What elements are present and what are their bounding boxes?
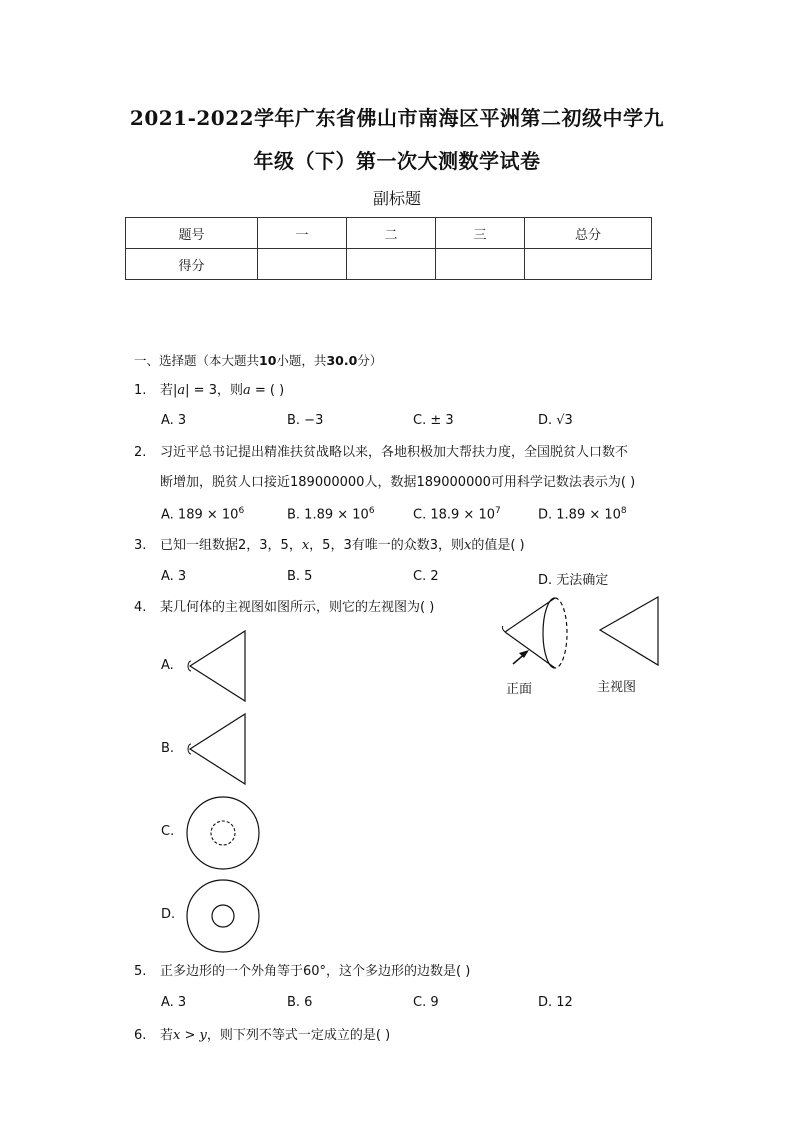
- exam-title-line1: 2021-2022学年广东省佛山市南海区平洲第二初级中学九: [129, 106, 665, 130]
- option-d: D.: [161, 907, 176, 922]
- option-d: D. 12: [538, 995, 573, 1010]
- score-cell: 二: [347, 218, 436, 249]
- question-number: 5.: [134, 964, 147, 979]
- front-label: 正面: [506, 682, 533, 697]
- question-text: 某几何体的主视图如图所示，则它的左视图为( ): [160, 600, 435, 615]
- option-b: B. $1.89 \times 10^6$: [287, 506, 375, 523]
- option-b: B. −3: [287, 413, 324, 428]
- question-number: 6.: [134, 1028, 147, 1043]
- option-c: C. $18.9 \times 10^7$: [413, 506, 501, 523]
- score-cell: [525, 249, 652, 280]
- score-cell: [436, 249, 525, 280]
- option-a: A.: [161, 658, 174, 673]
- question-number: 1.: [134, 383, 147, 398]
- exam-title-line2: 年级（下）第一次大测数学试卷: [253, 149, 541, 173]
- score-cell: 题号: [126, 218, 258, 249]
- option-d: D. 无法确定: [538, 573, 609, 588]
- question-text: 若x > y，则下列不等式一定成立的是( ): [160, 1028, 391, 1043]
- option-c: C.: [161, 824, 175, 839]
- question-text-line2: 断增加，脱贫人口接近189000000人，数据189000000可用科学记数法表示为( ): [160, 475, 636, 490]
- score-cell: [258, 249, 347, 280]
- question-text: 已知一组数据2，3，5，x，5，3有唯一的众数3，则x的值是( ): [160, 538, 525, 553]
- section-end: 分）: [357, 353, 383, 368]
- option-b-figure: [185, 713, 247, 785]
- score-cell: 总分: [525, 218, 652, 249]
- section-heading: [134, 351, 382, 369]
- option-d: D. $1.89 \times 10^8$: [538, 506, 627, 523]
- score-cell: 一: [258, 218, 347, 249]
- option-c-figure: [185, 795, 261, 871]
- question-text-line1: 习近平总书记提出精准扶贫战略以来，各地积极加大帮扶力度，全国脱贫人口数不: [160, 445, 629, 460]
- option-c: C. 9: [413, 995, 439, 1010]
- exam-subtitle: 副标题: [372, 189, 421, 208]
- section-count: 10: [259, 353, 277, 368]
- option-d: D. √3: [538, 413, 573, 428]
- section-mid: 小题，共: [276, 353, 327, 368]
- score-cell: [347, 249, 436, 280]
- option-a: A. 3: [161, 569, 187, 584]
- option-b: B. 5: [287, 569, 313, 584]
- option-a: A. 3: [161, 413, 187, 428]
- question-number: 2.: [134, 445, 147, 460]
- main-view-label: 主视图: [597, 680, 637, 695]
- main-view-figure: [598, 596, 660, 668]
- question-number: 4.: [134, 600, 147, 615]
- option-b: B.: [161, 741, 175, 756]
- question-text: 若|a| = 3，则a = ( ): [160, 383, 285, 398]
- question-text: 正多边形的一个外角等于60°，这个多边形的边数是( ): [160, 964, 471, 979]
- score-table: [125, 217, 652, 280]
- score-table-header-row: [126, 218, 652, 249]
- score-cell: 得分: [126, 249, 258, 280]
- option-c: C. ± 3: [413, 413, 454, 428]
- section-label: 一、选择题（本大题共: [134, 353, 260, 368]
- question-number: 3.: [134, 538, 147, 553]
- option-a: A. 3: [161, 995, 187, 1010]
- option-a: A. $189 \times 10^6$: [161, 506, 245, 523]
- option-c: C. 2: [413, 569, 439, 584]
- section-points: 30.0: [326, 353, 358, 368]
- score-cell: 三: [436, 218, 525, 249]
- score-table-score-row: [126, 249, 652, 280]
- option-a-figure: [185, 630, 247, 702]
- option-d-figure: [185, 878, 261, 954]
- option-b: B. 6: [287, 995, 313, 1010]
